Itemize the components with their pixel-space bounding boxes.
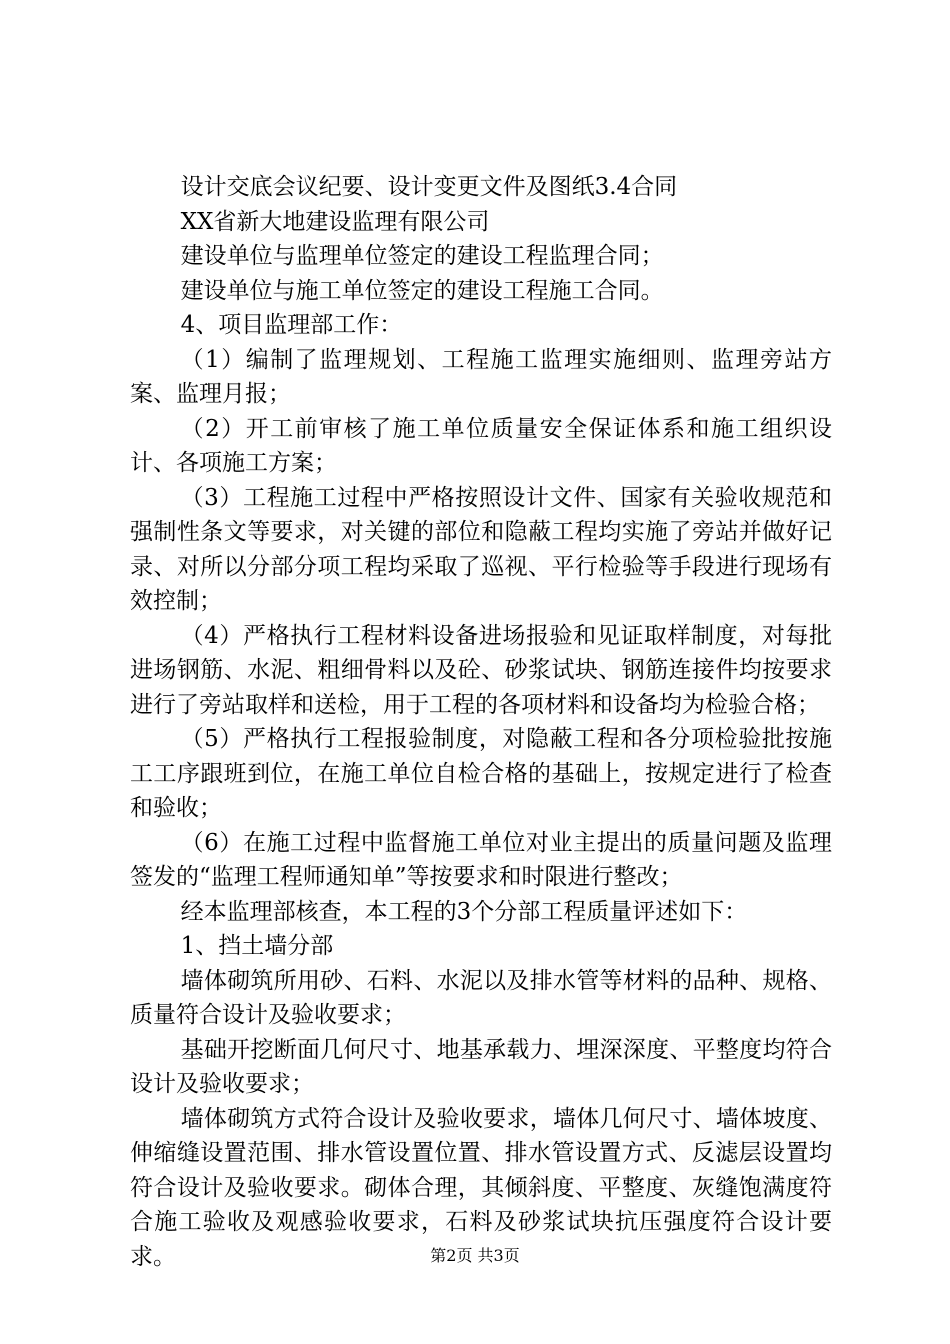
section-heading: 1、挡土墙分部 — [180, 933, 334, 959]
paragraph: 墙体砌筑方式符合设计及验收要求，墙体几何尺寸、墙体坡度、伸缩缝设置范围、排水管设置位置、排水管设置方式、反滤层设置均符合设计及验收要求。砌体合理，其倾斜度、平整度、灰缝饱满度符合施工验收及观感验收要求，石料及砂浆试块抗压强度符合设计要求。 — [130, 1105, 832, 1270]
document-body — [130, 170, 832, 1274]
paragraph: （2）开工前审核了施工单位质量安全保证体系和施工组织设计、各项施工方案； — [130, 415, 832, 476]
paragraph: 墙体砌筑所用砂、石料、水泥以及排水管等材料的品种、规格、质量符合设计及验收要求； — [130, 967, 832, 1028]
paragraph: 基础开挖断面几何尺寸、地基承载力、埋深深度、平整度均符合设计及验收要求； — [130, 1036, 832, 1097]
paragraph: （5）严格执行工程报验制度，对隐蔽工程和各分项检验批按施工工序跟班到位，在施工单位自检合格的基础上，按规定进行了检查和验收； — [130, 726, 832, 821]
paragraph: （6）在施工过程中监督施工单位对业主提出的质量问题及监理签发的“监理工程师通知单”等按要求和时限进行整改； — [130, 829, 832, 890]
paragraph: 建设单位与监理单位签定的建设工程监理合同； — [180, 243, 664, 269]
page-footer: 第2页 共3页 — [430, 1246, 520, 1265]
paragraph: XX省新大地建设监理有限公司 — [180, 208, 490, 235]
section-heading: 4、项目监理部工作： — [180, 312, 403, 338]
paragraph: 经本监理部核查，本工程的3个分部工程质量评述如下： — [180, 898, 748, 925]
paragraph: （3）工程施工过程中严格按照设计文件、国家有关验收规范和强制性条文等要求，对关键的部位和隐蔽工程均实施了旁站并做好记录、对所以分部分项工程均采取了巡视、平行检验等手段进行现场有效控制； — [130, 484, 832, 614]
paragraph: 建设单位与施工单位签定的建设工程施工合同。 — [180, 277, 664, 304]
paragraph: （4）严格执行工程材料设备进场报验和见证取样制度，对每批进场钢筋、水泥、粗细骨料以及砼、砂浆试块、钢筋连接件均按要求进行了旁站取样和送检，用于工程的各项材料和设备均为检验合格； — [130, 622, 832, 718]
paragraph: （1）编制了监理规划、工程施工监理实施细则、监理旁站方案、监理月报； — [130, 346, 832, 407]
paragraph: 设计交底会议纪要、设计变更文件及图纸3.4合同 — [180, 174, 678, 200]
